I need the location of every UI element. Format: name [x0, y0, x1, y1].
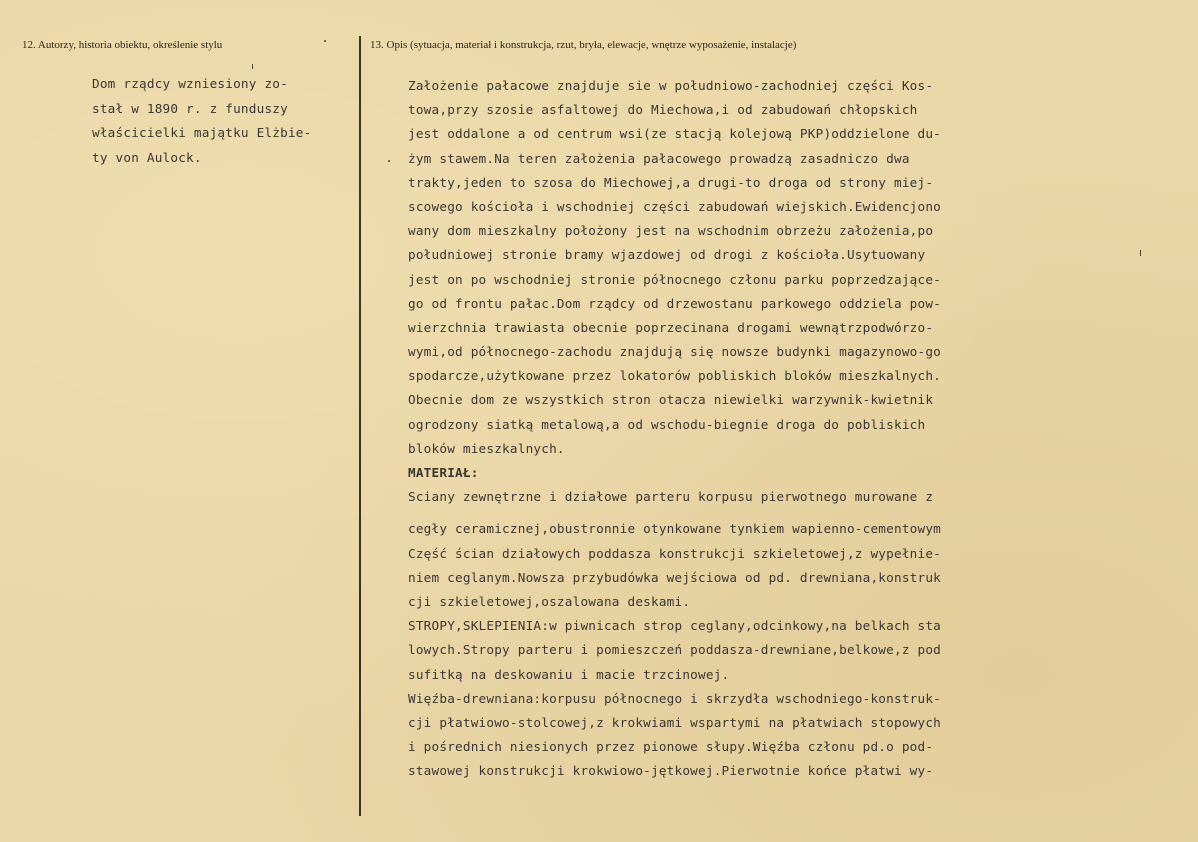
text-line: Część ścian działowych poddasza konstrukcji szkieletowej,z wypełnie-: [408, 545, 942, 561]
text-line: Sciany zewnętrzne i działowe parteru korpusu pierwotnego murowane z: [408, 489, 934, 505]
text-line: i pośrednich niesionych przez pionowe słupy.Więźba członu pd.o pod-: [408, 739, 934, 755]
text-line: żym stawem.Na teren założenia pałacowego prowadzą zasadniczo dwa: [408, 150, 910, 166]
text-line: cegły ceramicznej,obustronnie otynkowane tynkiem wapienno-cementowym: [408, 521, 942, 537]
text-line: cji płatwiowo-stolcowej,z krokwiami wspartymi na płatwiach stopowych: [408, 714, 942, 730]
text-line: go od frontu pałac.Dom rządcy od drzewostanu parkowego oddziela pow-: [408, 295, 942, 311]
authors-history-text: [92, 72, 354, 171]
text-line: niem ceglanym.Nowsza przybudówka wejściowa od pd. drewniana,konstruk: [408, 569, 942, 585]
text-line: ty von Aulock.: [92, 150, 202, 166]
paper-speck: [388, 160, 390, 162]
text-line: cji szkieletowej,oszalowana deskami.: [408, 593, 691, 609]
text-line: wany dom mieszkalny położony jest na wschodnim obrzeżu założenia,po: [408, 223, 934, 239]
text-line: lowych.Stropy parteru i pomieszczeń poddasza-drewniane,belkowe,z pod: [408, 642, 942, 658]
text-line: ogrodzony siatką metalową,a od wschodu-biegnie droga do pobliskich: [408, 416, 926, 432]
text-line: Dom rządcy wzniesiony zo-: [92, 76, 288, 91]
text-line: sufitką na deskowaniu i macie trzcinowej.: [408, 666, 730, 682]
material-heading: MATERIAŁ:: [408, 465, 479, 480]
text-line: jest on po wschodniej stronie północnego członu parku poprzedzające-: [408, 271, 942, 287]
text-line: południowej stronie bramy wjazdowej od drogi z kościoła.Usytuowany: [408, 247, 926, 263]
text-line: scowego kościoła i wschodniej części zabudowań wiejskich.Ewidencjono: [408, 198, 942, 214]
text-line: spodarcze,użytkowane przez lokatorów pobliskich bloków mieszkalnych.: [408, 368, 942, 384]
text-line: Obecnie dom ze wszystkich stron otacza niewielki warzywnik-kwietnik: [408, 392, 934, 408]
section-12-header: 12. Autorzy, historia obiektu, określenie stylu: [22, 39, 223, 51]
text-line: właścicielki majątku Elżbie-: [92, 125, 312, 141]
text-line: trakty,jeden to szosa do Miechowej,a drugi-to droga od strony miej-: [408, 174, 934, 190]
text-line: stawowej konstrukcji krokwiowo-jętkowej.Pierwotnie końce płatwi wy-: [408, 763, 934, 779]
text-line: stał w 1890 r. z funduszy: [92, 100, 288, 116]
paper-speck: [324, 40, 326, 42]
text-line: wierzchnia trawiasta obecnie poprzecinana drogami wewnątrzpodwórzo-: [408, 319, 934, 335]
text-line: STROPY,SKLEPIENIA:w piwnicach strop ceglany,odcinkowy,na belkach sta: [408, 618, 942, 634]
paper-speck: [252, 64, 253, 69]
text-line: bloków mieszkalnych.: [408, 440, 565, 456]
section-13-header: 13. Opis (sytuacja, materiał i konstrukcja, rzut, bryła, elewacje, wnętrze wyposażenie, instalacje): [370, 39, 797, 51]
text-line: jest oddalone a od centrum wsi(ze stacją kolejową PKP)oddzielone du-: [408, 126, 942, 142]
description-text: [408, 74, 1188, 783]
text-line: wymi,od północnego-zachodu znajdują się nowsze budynki magazynowo-go: [408, 344, 942, 360]
column-divider: [359, 36, 361, 816]
text-line: towa,przy szosie asfaltowej do Miechowa,i od zabudowań chłopskich: [408, 102, 918, 118]
text-line: Założenie pałacowe znajduje sie w południowo-zachodniej części Kos-: [408, 78, 934, 93]
text-line: Więźba-drewniana:korpusu północnego i skrzydła wschodniego-konstruk-: [408, 690, 942, 706]
paper-speck: [1140, 250, 1141, 256]
